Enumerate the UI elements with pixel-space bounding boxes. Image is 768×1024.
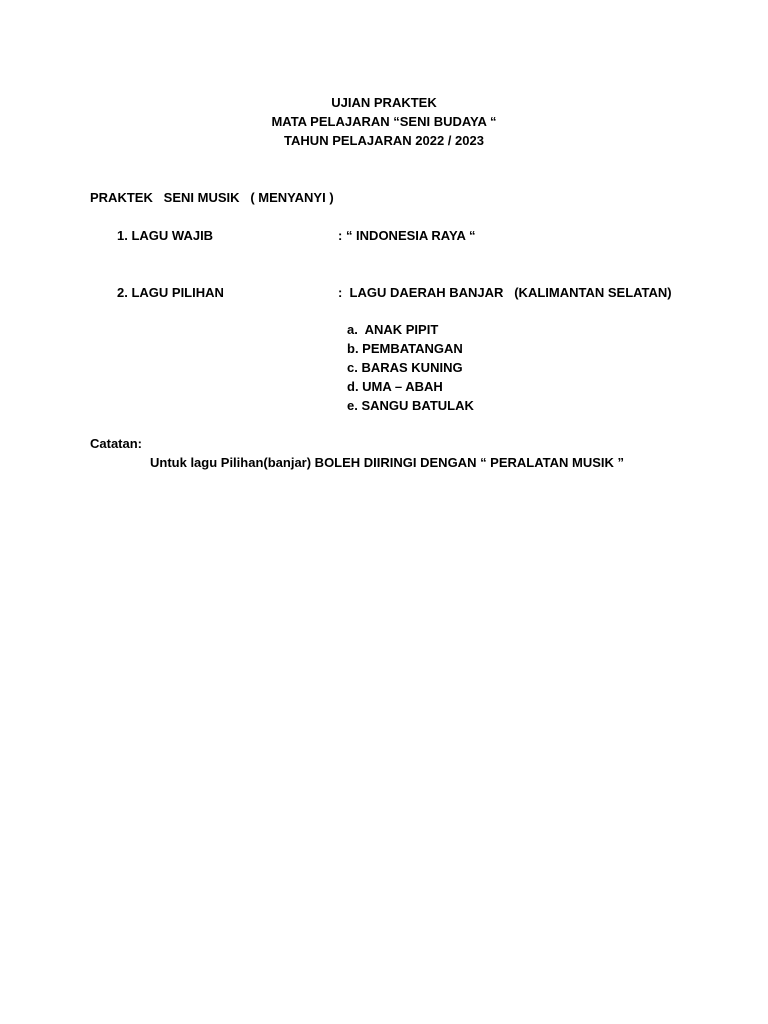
item-1-value: : “ INDONESIA RAYA “ bbox=[338, 228, 476, 243]
item-2-label: 2. LAGU PILIHAN bbox=[117, 285, 224, 300]
header-line-2: MATA PELAJARAN “SENI BUDAYA “ bbox=[271, 114, 497, 129]
note-text: Untuk lagu Pilihan(banjar) BOLEH DIIRINGI DENGAN “ PERALATAN MUSIK ” bbox=[150, 455, 625, 470]
header-line-3: TAHUN PELAJARAN 2022 / 2023 bbox=[284, 133, 484, 148]
song-list-item: d. UMA – ABAH bbox=[347, 379, 443, 394]
song-list-item: c. BARAS KUNING bbox=[347, 360, 463, 375]
song-list-item: e. SANGU BATULAK bbox=[347, 398, 474, 413]
note-label: Catatan: bbox=[90, 436, 143, 451]
song-list-item: b. PEMBATANGAN bbox=[347, 341, 463, 356]
item-1-label: 1. LAGU WAJIB bbox=[117, 228, 214, 243]
header-line-1: UJIAN PRAKTEK bbox=[331, 95, 437, 110]
section-title: PRAKTEK SENI MUSIK ( MENYANYI ) bbox=[90, 190, 334, 205]
item-2-value: : LAGU DAERAH BANJAR (KALIMANTAN SELATAN) bbox=[338, 285, 672, 300]
song-list-item: a. ANAK PIPIT bbox=[347, 322, 439, 337]
